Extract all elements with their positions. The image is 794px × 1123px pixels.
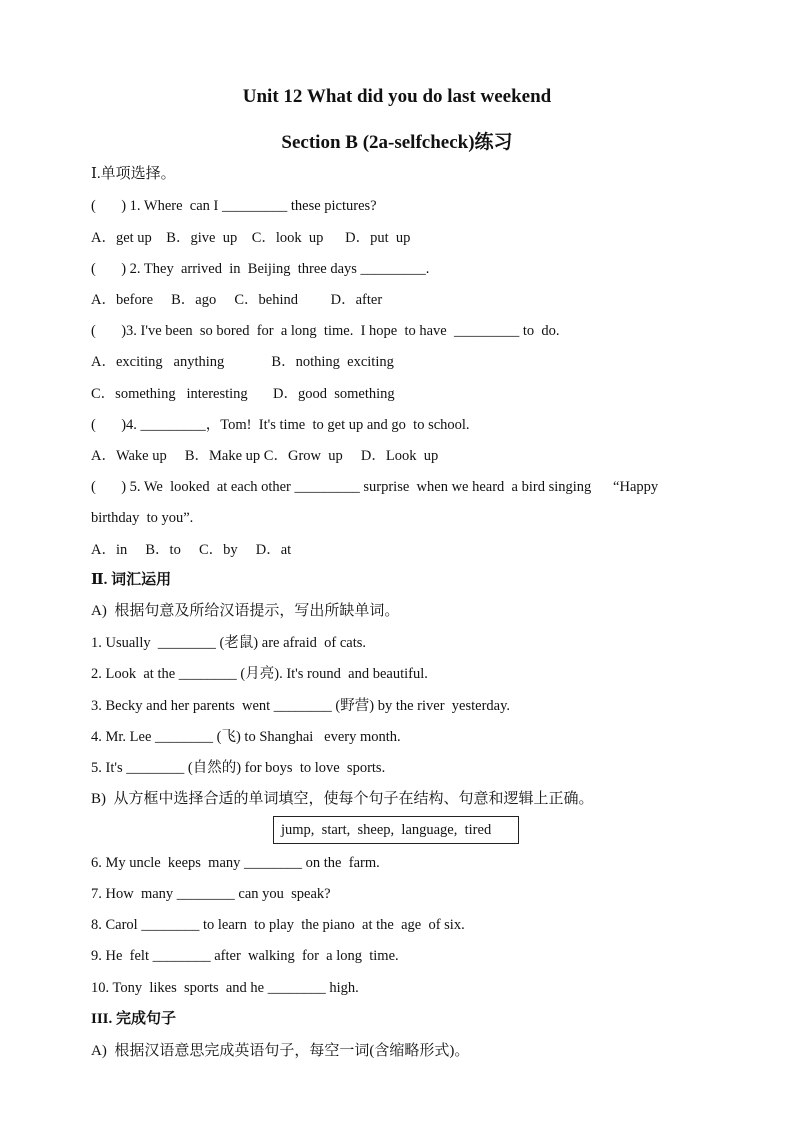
fill-in-item: 6. My uncle keeps many ________ on the farm. — [91, 855, 380, 871]
section1-heading: Ⅰ.单项选择。 — [91, 166, 176, 182]
question-line: ( ) 2. They arrived in Beijing three days _________. — [91, 261, 430, 277]
vocab-item: 4. Mr. Lee ________ (飞) to Shanghai every month. — [91, 729, 401, 745]
vocab-item: 3. Becky and her parents went ________ (野营) by the river yesterday. — [91, 698, 511, 714]
fill-in-item: 7. How many ________ can you speak? — [91, 886, 331, 902]
options-line: A．Wake up B．Make up C．Grow up D．Look up — [91, 448, 439, 464]
fill-in-item: 9. He felt ________ after walking for a long time. — [91, 948, 399, 964]
word-box: jump, start, sheep, language, tired — [273, 816, 519, 844]
page-subtitle: Section B (2a-selfcheck)练习 — [281, 132, 513, 153]
question-line: ( )4. _________，Tom! It's time to get up and go to school. — [91, 417, 470, 433]
fill-in-item: 10. Tony likes sports and he ________ high. — [91, 980, 359, 996]
vocab-item: 1. Usually ________ (老鼠) are afraid of cats. — [91, 635, 367, 651]
question-line-continued: birthday to you”. — [91, 510, 194, 526]
options-line: A．exciting anything B．nothing exciting — [91, 354, 394, 370]
section2-heading: Ⅱ. 词汇运用 — [91, 572, 172, 588]
section3-heading: III. 完成句子 — [91, 1011, 177, 1027]
options-line: A．in B．to C．by D．at — [91, 542, 292, 558]
vocab-item: 5. It's ________ (自然的) for boys to love sports. — [91, 760, 386, 776]
question-line: ( )3. I've been so bored for a long time. I hope to have _________ to do. — [91, 323, 560, 339]
options-line: C．something interesting D．good something — [91, 386, 395, 402]
vocab-item: 2. Look at the ________ (月亮). It's round and beautiful. — [91, 666, 428, 682]
fill-in-item: 8. Carol ________ to learn to play the piano at the age of six. — [91, 917, 465, 933]
options-line: A．before B．ago C．behind D．after — [91, 292, 383, 308]
page-title: Unit 12 What did you do last weekend — [242, 86, 552, 107]
question-line: ( ) 5. We looked at each other _________ surprise when we heard a bird singing “Happy — [91, 479, 659, 495]
section2-part-a-instruction: A) 根据句意及所给汉语提示，写出所缺单词。 — [91, 603, 400, 619]
section2-part-b-instruction: B) 从方框中选择合适的单词填空，使每个句子在结构、句意和逻辑上正确。 — [91, 791, 594, 807]
question-line: ( ) 1. Where can I _________ these pictures? — [91, 198, 377, 214]
options-line: A．get up B．give up C．look up D．put up — [91, 230, 411, 246]
section3-part-a-instruction: A) 根据汉语意思完成英语句子，每空一词(含缩略形式)。 — [91, 1043, 470, 1059]
